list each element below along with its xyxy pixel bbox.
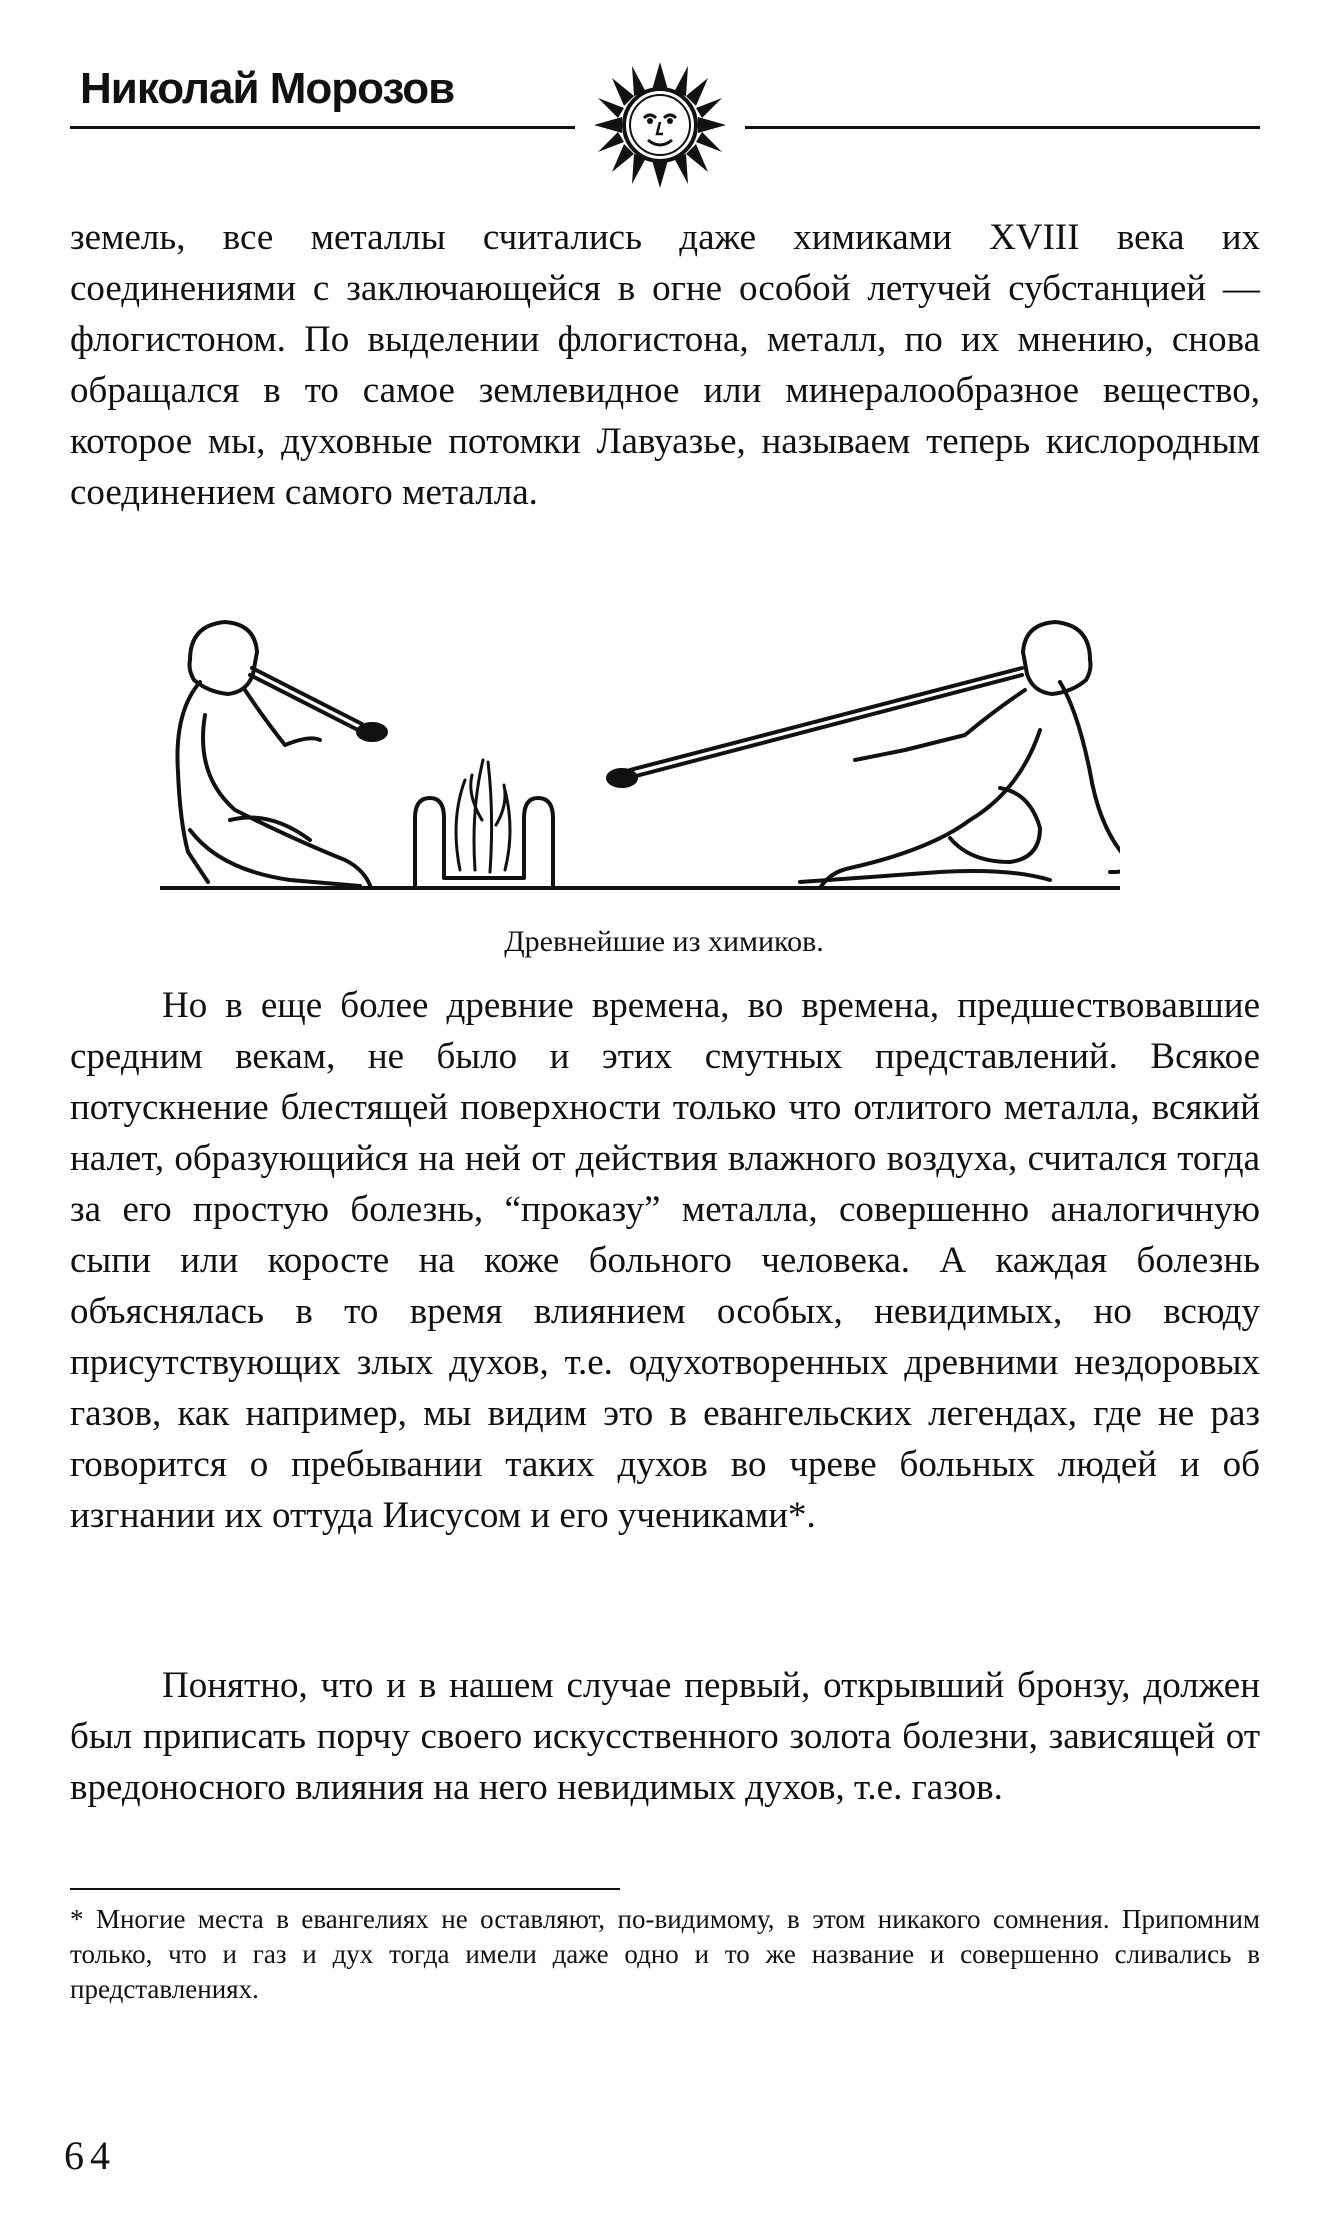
- figure-caption: Древнейшие из химиков.: [504, 925, 824, 958]
- paragraph-1: земель, все металлы считались даже химиками XVIII века их соединениями с заключающейся в огне особой летучей субстанцией — флогистоном. По выделении флогистона, металл, по их мнению, снова обращался в то самое землевидное или минералообразное вещество, которое мы, духовные потомки Лавуазье, называем теперь кислородным соединением самого металла.: [70, 217, 1260, 513]
- running-header: [70, 60, 1260, 190]
- header-rule-left: [70, 126, 575, 129]
- sun-face-ornament-icon: [590, 60, 730, 190]
- footnote-rule: [70, 1888, 620, 1890]
- paragraph-2: Но в еще более древние времена, во времена, предшествовавшие средним векам, не было и этих смутных представлений. Всякое потускнение блестящей поверхности только что отлитого металла, всякий налет, образующийся на ней от действия влажного воздуха, считался тогда за его простую болезнь, “проказу” металла, совершенно аналогичную сыпи или коросте на коже больного человека. А каждая болезнь объяснялась в то время влиянием особых, невидимых, но всюду присутствующих злых духов, т.е. одухотворенных древними нездоровых газов, как например, мы видим это в евангельских легендах, где не раз говорится о пребывании таких духов во чреве больных людей и об изгнании их оттуда Иисусом и его учениками*.: [70, 985, 1260, 1536]
- paragraph-3: Понятно, что и в нашем случае первый, открывший бронзу, должен был приписать порчу своего искусственного золота болезни, зависящей от вредоносного влияния на него невидимых духов, т.е. газов.: [70, 1665, 1260, 1808]
- author-name: Николай Морозов: [80, 64, 455, 113]
- two-seated-blowers-at-fire-icon: [160, 620, 1120, 910]
- footnote: * Многие места в евангелиях не оставляют, по-видимому, в этом никакого сомнения. Припомним только, что и газ и дух тогда имели даже одно и то же название и совершенно сливались в представлениях.: [70, 1904, 1260, 2004]
- page-number: 64: [64, 2133, 116, 2178]
- header-rule-right: [745, 126, 1260, 129]
